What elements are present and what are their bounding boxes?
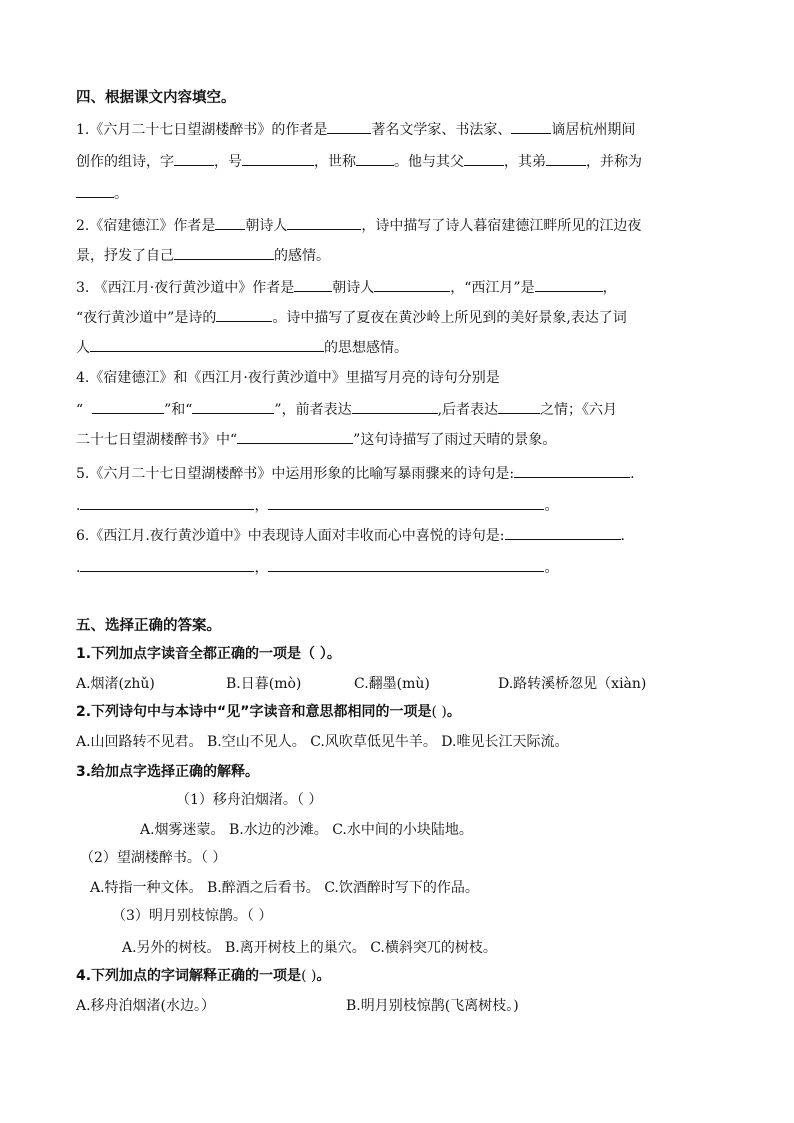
text: 3. 《西江月·夜行黄沙道中》作者是 (76, 280, 295, 296)
blank[interactable] (215, 214, 245, 230)
s5-q3-sub1-options[interactable]: A.烟雾迷蒙。 B.水边的沙滩。 C.水中间的小块陆地。 (140, 822, 473, 838)
text: 谪居杭州期间 (551, 122, 636, 138)
answer-paren[interactable]: ( ) (301, 968, 317, 984)
blank[interactable] (327, 118, 371, 134)
blank[interactable] (80, 556, 254, 572)
s5-q4-option-a[interactable]: A.移舟泊烟渚(水边。） (76, 998, 216, 1014)
blank[interactable] (294, 276, 332, 292)
blank[interactable] (498, 398, 540, 414)
text: ，其弟 (504, 154, 546, 170)
s4-q1-line3 (76, 182, 128, 204)
s5-q3-stem: 3.给加点字选择正确的解释。 (76, 764, 260, 780)
text: ，号 (214, 154, 242, 170)
blank[interactable] (237, 428, 353, 444)
s4-q4-line1 (76, 368, 500, 388)
blank[interactable] (374, 276, 450, 292)
text: 2.下列诗句中与本诗中“见”字读音和意思都相同的一项是 (76, 704, 432, 720)
s4-q2-line2 (76, 244, 330, 266)
text: ，诗中描写了诗人暮宿建德江畔所见的江边夜 (361, 218, 642, 234)
text: 2.《宿建德江》作者是 (76, 218, 216, 234)
text: “夜行黄沙道中”是诗的 (76, 310, 217, 326)
text: 。 (446, 704, 461, 720)
blank[interactable] (76, 182, 114, 198)
s5-q1-option-d[interactable]: D.路转溪桥忽见（xiàn) (498, 676, 647, 692)
text: 创作的组诗，字 (76, 154, 174, 170)
text: 的思想感情。 (324, 340, 408, 356)
s4-q4-line2 (76, 398, 617, 420)
text: 。诗中描写了夏夜在黄沙岭上所见到的美好景象,表达了词 (272, 310, 627, 326)
text: 二十七日望湖楼醉书》中“ (76, 432, 238, 448)
blank[interactable] (511, 118, 551, 134)
s5-q4-option-b[interactable]: B.明月别枝惊鹊(飞离树枝。) (346, 998, 519, 1014)
s4-q5-line2 (76, 494, 558, 516)
text: ，“西江月”是 (450, 280, 535, 296)
text: ”这句诗描写了雨过天晴的景象。 (353, 432, 557, 448)
s4-q3-line1 (76, 276, 617, 298)
s5-q1-option-c[interactable]: C.翻墨(mù) (354, 676, 430, 692)
text: ， (602, 280, 617, 296)
s4-q1-line2 (76, 150, 642, 172)
text: 。 (544, 498, 559, 514)
text: ”和“ (164, 402, 193, 418)
s5-q4-stem (76, 966, 330, 986)
text: 著名文学家、书法家、 (371, 122, 512, 138)
blank[interactable] (535, 276, 603, 292)
s5-q3-sub2: （2）望湖楼醉书。（ ） (80, 850, 227, 866)
text: ， (254, 498, 269, 514)
blank[interactable] (464, 150, 504, 166)
s5-q2-options[interactable]: A.山回路转不见君。 B.空山不见人。 C.风吹草低见牛羊。 D.唯见长江天际流。 (76, 734, 569, 750)
text: 4.下列加点的字词解释正确的一项是 (76, 968, 302, 984)
text: 朝诗人 (332, 280, 375, 296)
s5-q1-option-b[interactable]: B.日暮(mò) (226, 676, 302, 692)
section5-heading: 五、选择正确的答案。 (76, 618, 221, 634)
s4-q6-line2 (76, 556, 558, 578)
blank[interactable] (216, 306, 272, 322)
s4-q3-line3 (76, 336, 408, 358)
blank[interactable] (174, 244, 274, 260)
text: ，并称为 (586, 154, 642, 170)
text: 6.《西江月.夜行黄沙道中》中表现诗人面对丰收而心中喜悦的诗句是: (76, 528, 505, 544)
text: “ (76, 402, 84, 418)
text: 1.《六月二十七日望湖楼醉书》的作者是 (76, 122, 328, 138)
s5-q3-sub3: （3）明月别枝惊鹊。（ ） (112, 908, 273, 924)
s5-q3-sub2-options[interactable]: A.特指一种文体。 B.醉酒之后看书。 C.饮酒醉时写下的作品。 (90, 880, 479, 896)
blank[interactable] (92, 398, 164, 414)
s4-q5-line1 (76, 462, 635, 484)
section4-heading: 四、根据课文内容填空。 (76, 90, 236, 106)
s4-q1-line1 (76, 118, 635, 140)
s4-q6-line1 (76, 524, 625, 546)
blank[interactable] (192, 398, 274, 414)
blank[interactable] (174, 150, 214, 166)
s5-q1-options (76, 674, 155, 694)
text: . (76, 498, 81, 514)
s4-q4-line3 (76, 428, 556, 450)
text: 朝诗人 (245, 218, 288, 234)
blank[interactable] (268, 556, 544, 572)
s5-q2-stem (76, 702, 461, 722)
text: 。 (316, 968, 331, 984)
blank[interactable] (546, 150, 586, 166)
option-a[interactable]: A.烟渚(zhǔ) (76, 676, 155, 692)
text: ,后者表达 (437, 402, 499, 418)
text: 。 (544, 560, 559, 576)
s5-q3-sub1: （1）移舟泊烟渚。（ ） (176, 792, 323, 808)
text: 。 (114, 186, 128, 202)
blank[interactable] (80, 494, 254, 510)
text: 。他与其父 (394, 154, 464, 170)
blank[interactable] (505, 524, 621, 540)
text: 人 (76, 340, 90, 356)
blank[interactable] (242, 150, 314, 166)
blank[interactable] (268, 494, 544, 510)
blank[interactable] (514, 462, 630, 478)
blank[interactable] (352, 398, 438, 414)
s4-q2-line1 (76, 214, 641, 236)
text: 4.《宿建德江》和《西江月·夜行黄沙道中》里描写月亮的诗句分别是 (76, 370, 500, 386)
text: 景，抒发了自己 (76, 248, 174, 264)
text: 5.《六月二十七日望湖楼醉书》中运用形象的比喻写暴雨骤来的诗句是: (76, 466, 515, 482)
text: ”，前者表达 (274, 402, 352, 418)
s5-q3-sub3-options[interactable]: A.另外的树枝。 B.离开树枝上的巢穴。 C.横斜突兀的树枝。 (122, 940, 497, 956)
blank[interactable] (90, 336, 324, 352)
text: 的感情。 (274, 248, 330, 264)
text: ，世称 (314, 154, 356, 170)
text: 之情；《六月 (540, 402, 618, 418)
text: ， (254, 560, 269, 576)
text: . (76, 560, 81, 576)
s5-q1-stem: 1.下列加点字读音全都正确的一项是（ ）。 (76, 646, 341, 662)
s4-q3-line2 (76, 306, 627, 328)
blank[interactable] (356, 150, 394, 166)
answer-paren[interactable]: ( ) (431, 704, 447, 720)
text: . (630, 466, 635, 482)
blank[interactable] (287, 214, 361, 230)
text: . (620, 528, 625, 544)
